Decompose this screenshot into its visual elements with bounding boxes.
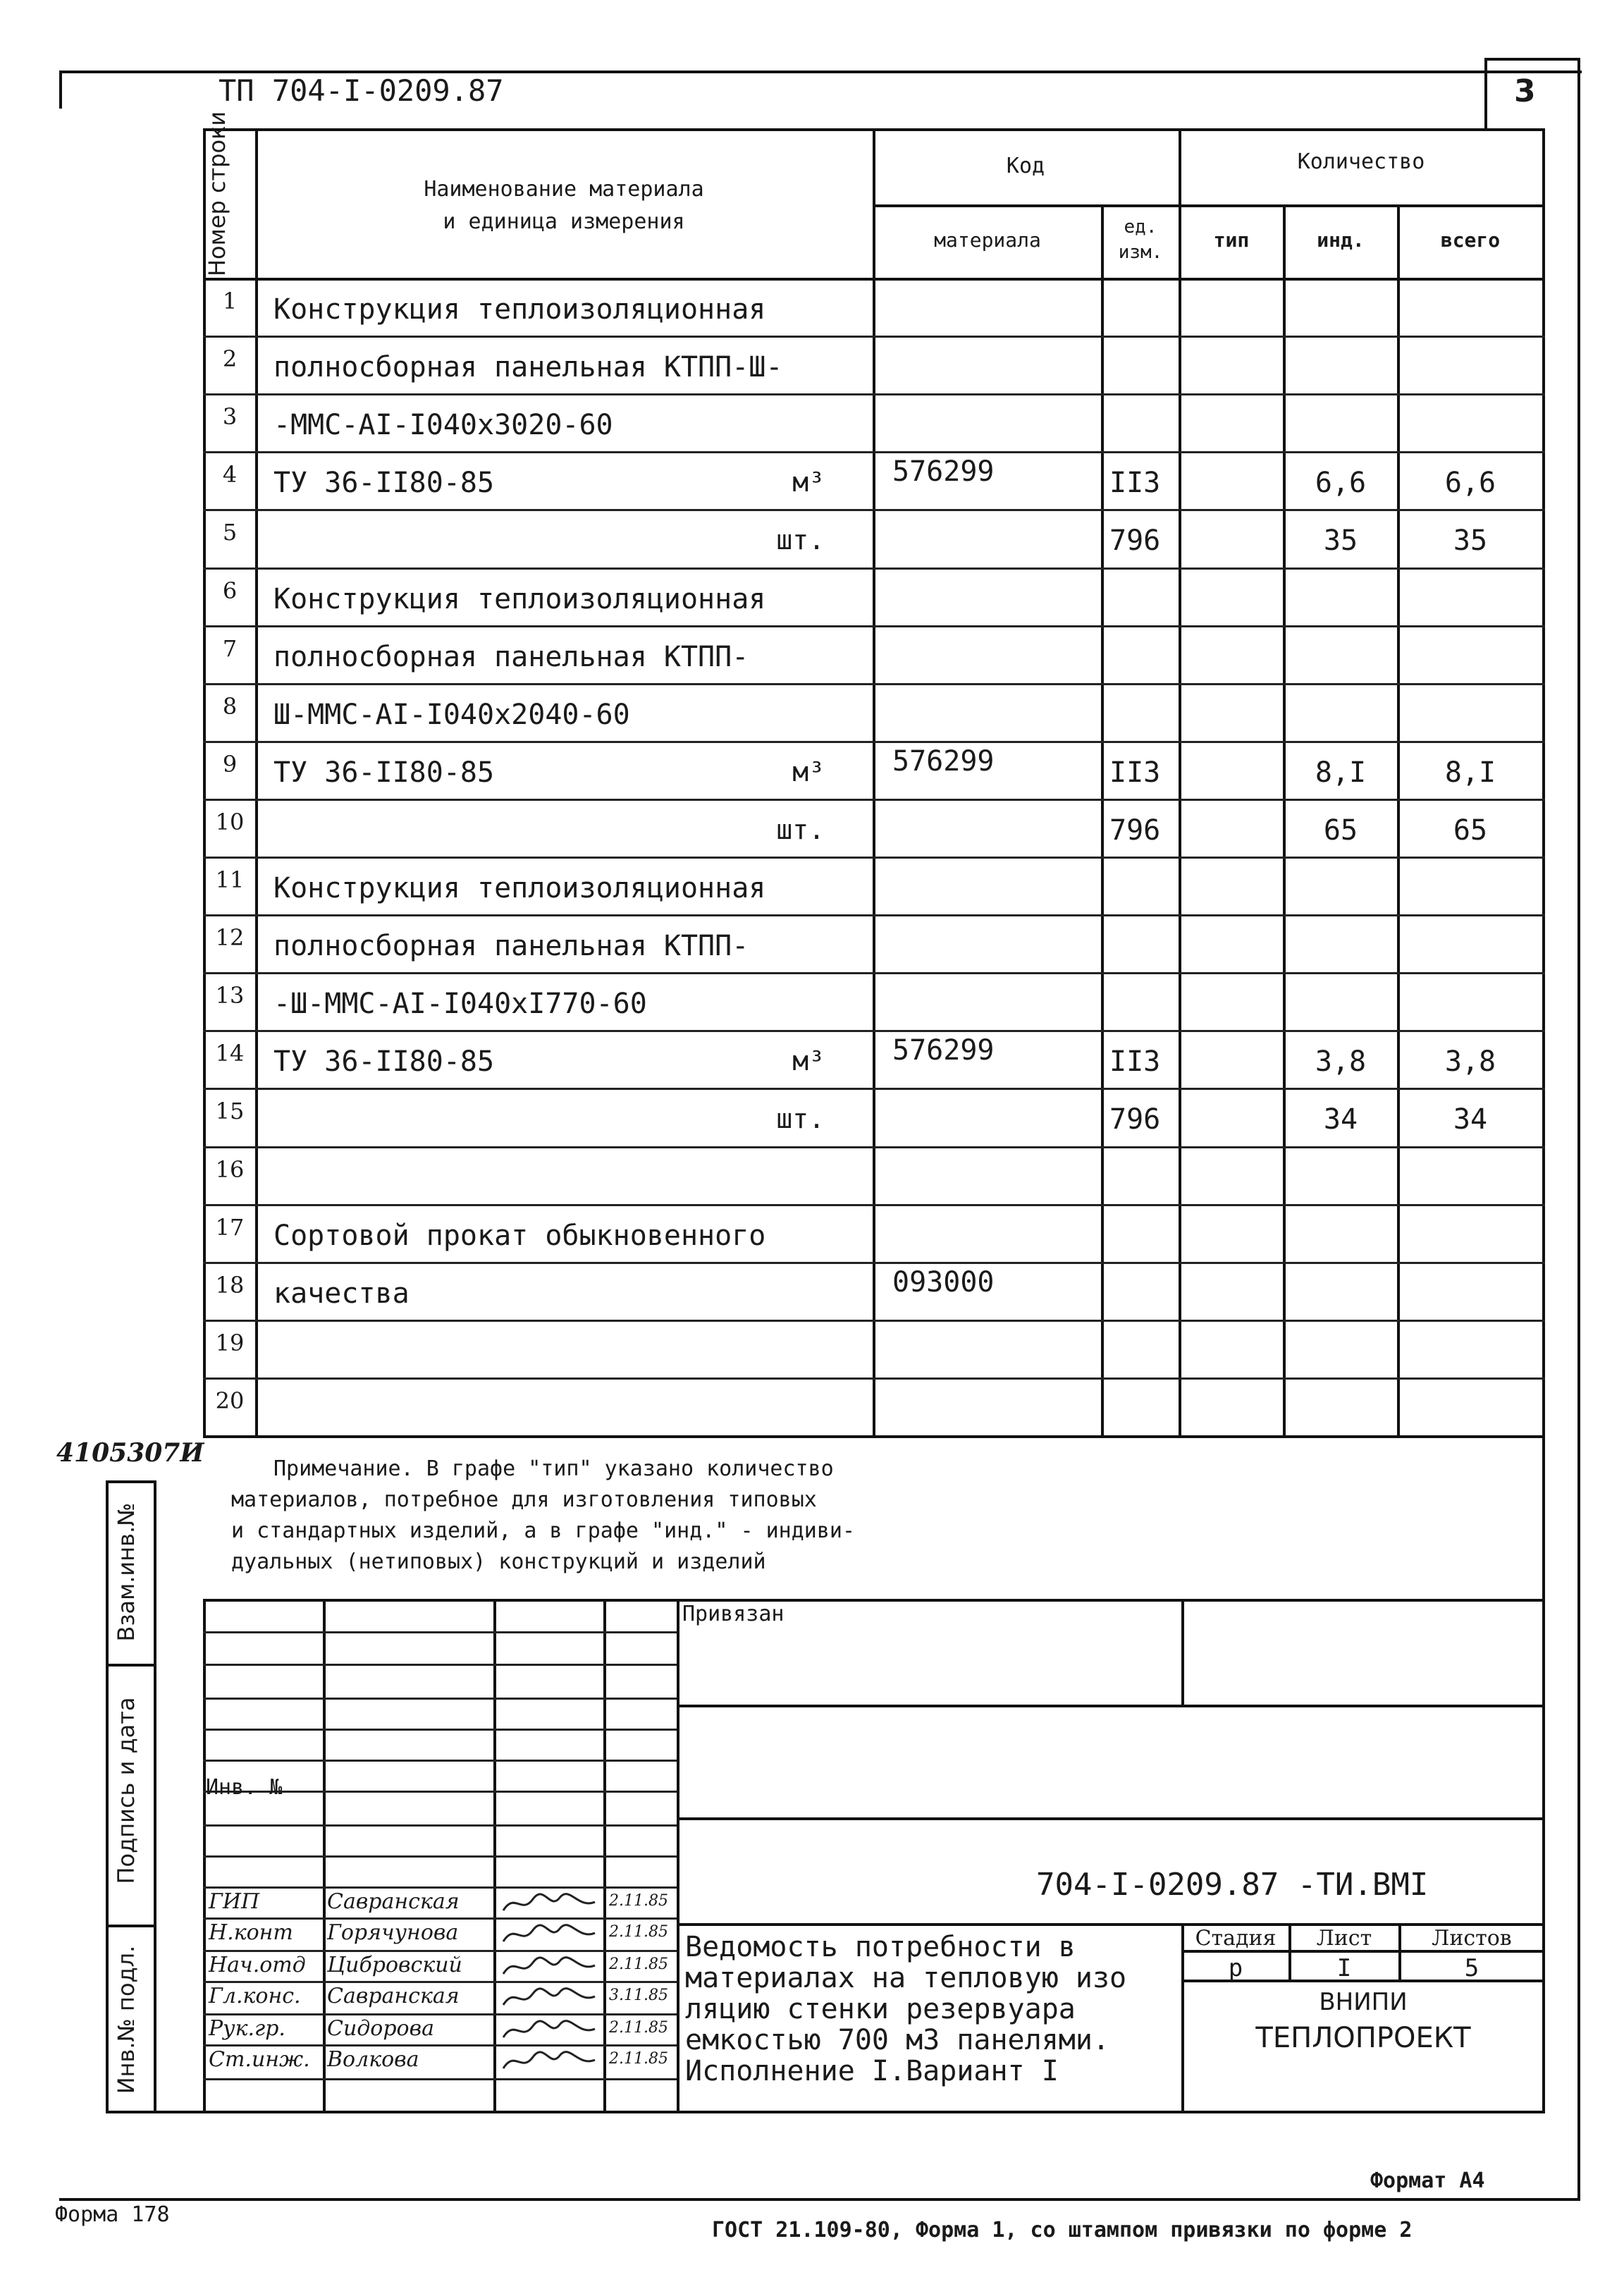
signer-role: Рук.гр. <box>209 2016 285 2041</box>
row-material-name: -Ш-ММС-AI-I040xI770-60 <box>273 988 647 1021</box>
header-name-line1: Наименование материала <box>424 177 704 202</box>
signature-scribble <box>500 1984 599 2012</box>
signer-role: Н.конт <box>209 1920 293 1945</box>
tb-privyazan-right <box>1181 1599 1184 1705</box>
row-divider <box>203 451 1545 453</box>
designation: 704-I-0209.87 -ТИ.ВМI <box>1036 1867 1429 1903</box>
note-line3: и стандартных изделий, а в графе "инд." - индиви- <box>231 1518 856 1543</box>
table-bottom <box>203 1435 1545 1438</box>
row-material-name: ТУ 36-II80-85 <box>273 467 495 500</box>
signature-scribble <box>500 2047 599 2075</box>
signer-name: Савранская <box>327 1889 460 1914</box>
row-divider <box>203 336 1545 338</box>
form-label: Форма 178 <box>55 2202 170 2227</box>
frame-bottom <box>59 2198 1579 2201</box>
side-stamp: 4105307И <box>56 1438 204 1468</box>
signer-role: Нач.отд <box>209 1953 306 1977</box>
row-divider <box>203 857 1545 859</box>
row-divider <box>203 1320 1545 1322</box>
sheet-label: Лист <box>1316 1926 1372 1951</box>
note-line2: материалов, потребное для изготовления типовых <box>231 1487 817 1512</box>
sheet-number: 3 <box>1514 73 1536 109</box>
signature-grid-line <box>203 2013 677 2015</box>
row-number: 5 <box>222 519 238 546</box>
label-inv-podl-text: Инв.№ подл. <box>113 1945 140 2094</box>
signer-name: Горячунова <box>327 1920 459 1945</box>
row-material-name: Ш-ММС-AI-I040x2040-60 <box>273 698 630 731</box>
signature-scribble <box>500 1920 599 1949</box>
row-number: 14 <box>215 1040 245 1067</box>
col-line-code <box>1101 204 1104 1438</box>
signer-role: Ст.инж. <box>209 2047 310 2072</box>
row-material-name: ТУ 36-II80-85 <box>273 756 495 789</box>
row-qty-ind: 34 <box>1323 1103 1358 1136</box>
row-material-name: ТУ 36-II80-85 <box>273 1045 495 1079</box>
tb-bottom <box>106 2111 1545 2113</box>
signer-name: Волкова <box>327 2047 419 2072</box>
row-number: 9 <box>222 750 238 778</box>
signer-name: Сидорова <box>327 2016 434 2041</box>
row-qty-ind: 65 <box>1323 814 1358 847</box>
label-inv-podl <box>113 1932 140 2108</box>
row-material-code: 093000 <box>892 1265 995 1299</box>
signature-grid-line <box>203 1981 677 1983</box>
signature-grid-line <box>203 1855 677 1858</box>
col-line-left <box>203 128 206 1438</box>
row-divider <box>203 393 1545 395</box>
row-material-name: Конструкция теплоизоляционная <box>273 872 766 904</box>
side-strip-div2 <box>106 1925 156 1927</box>
header-unit <box>1104 214 1177 265</box>
row-material-code: 576299 <box>892 744 995 778</box>
note-line1: Примечание. В графе "тип" указано количество <box>273 1456 834 1481</box>
row-material-name: Сортовой прокат обыкновенного <box>273 1219 766 1252</box>
row-divider <box>203 741 1545 743</box>
row-unit: шт. <box>776 814 825 845</box>
row-material-name: полносборная панельная КТПП-Ш- <box>273 351 783 384</box>
side-strip-left <box>106 1480 109 2113</box>
row-unit-code: 796 <box>1109 524 1161 558</box>
signer-date: 2.11.85 <box>609 1956 668 1973</box>
row-divider <box>203 799 1545 801</box>
row-qty-ind: 35 <box>1323 524 1358 558</box>
row-qty-total: 35 <box>1453 524 1488 558</box>
row-number: 6 <box>222 577 238 604</box>
signer-role: Гл.конс. <box>209 1984 301 2008</box>
signature-grid-line <box>203 2044 677 2046</box>
row-unit-code: 796 <box>1109 1103 1161 1136</box>
header-row-number <box>204 111 230 276</box>
signer-name: Савранская <box>327 1984 460 2008</box>
row-divider <box>203 972 1545 974</box>
stage-value: р <box>1228 1954 1243 1982</box>
org-line1: ВНИПИ <box>1319 1988 1408 2016</box>
row-number: 19 <box>215 1329 245 1356</box>
col-line-name <box>873 128 875 1438</box>
header-code-material: материала <box>934 228 1041 252</box>
signature-grid-line <box>203 1698 677 1700</box>
doc-title-line1: Ведомость потребности в <box>685 1931 1076 1963</box>
privyazan: Привязан <box>682 1602 785 1626</box>
signer-date: 2.11.85 <box>609 1892 668 1910</box>
side-strip-right <box>154 1480 156 2113</box>
row-unit-code: II3 <box>1109 467 1161 500</box>
frame-left-top <box>59 70 62 109</box>
row-number: 18 <box>215 1271 245 1299</box>
header-qty-type: тип <box>1213 228 1250 252</box>
label-vzam <box>113 1487 140 1657</box>
signature-grid-line <box>203 1824 677 1827</box>
signature-grid-line <box>203 1950 677 1952</box>
label-vzam-text: Взам.инв.№ <box>113 1502 140 1642</box>
signer-role: ГИП <box>209 1889 260 1914</box>
row-divider <box>203 567 1545 570</box>
doc-title-line2: материалах на тепловую изо <box>685 1962 1127 1994</box>
signature-scribble <box>500 2016 599 2044</box>
signature-grid-line <box>203 1664 677 1666</box>
row-qty-total: 6,6 <box>1444 467 1496 500</box>
row-unit: м³ <box>792 756 825 787</box>
row-divider <box>203 1262 1545 1264</box>
stage-label: Стадия <box>1195 1926 1277 1951</box>
sheet-value: I <box>1336 1954 1352 1982</box>
gost-label: ГОСТ 21.109-80, Форма 1, со штампом привязки по форме 2 <box>712 2218 1413 2242</box>
row-number: 10 <box>215 808 245 835</box>
signer-name: Цибровский <box>327 1953 462 1977</box>
row-unit: м³ <box>792 467 825 498</box>
row-material-code: 576299 <box>892 1034 995 1067</box>
sheets-value: 5 <box>1464 1954 1480 1982</box>
row-number: 15 <box>215 1098 245 1125</box>
row-divider <box>203 1146 1545 1148</box>
row-material-name: Конструкция теплоизоляционная <box>273 582 766 615</box>
tb-col4 <box>677 1599 679 2113</box>
frame-right <box>1577 58 1580 2201</box>
doc-code: ТП 704-I-0209.87 <box>219 73 504 108</box>
signature-scribble <box>500 1889 599 1917</box>
row-number: 12 <box>215 924 245 952</box>
row-divider <box>203 1204 1545 1206</box>
row-unit-code: II3 <box>1109 756 1161 789</box>
org-line2: ТЕПЛОПРОЕКТ <box>1255 2022 1471 2054</box>
row-unit: м³ <box>792 1045 825 1077</box>
header-code: Код <box>1006 154 1045 178</box>
row-material-code: 576299 <box>892 455 995 489</box>
title-right-border <box>1542 1435 1545 2113</box>
header-mid-line <box>873 204 1542 207</box>
row-number: 3 <box>222 403 238 431</box>
row-qty-ind: 6,6 <box>1315 467 1367 500</box>
col-line-unit <box>1179 128 1181 1438</box>
sheet-box-top <box>1484 58 1580 61</box>
row-qty-ind: 8,I <box>1315 756 1367 789</box>
row-divider <box>203 683 1545 685</box>
signer-date: 2.11.85 <box>609 2019 668 2037</box>
header-name-line2: и единица измерения <box>443 209 685 234</box>
sheet-box-left <box>1484 58 1487 128</box>
row-number: 20 <box>215 1387 245 1414</box>
row-material-name: полносборная панельная КТПП- <box>273 640 749 673</box>
inv-no: Инв. № <box>206 1775 283 1800</box>
row-divider <box>203 1377 1545 1380</box>
note-line4: дуальных (нетиповых) конструкций и изделий <box>231 1549 766 1574</box>
row-unit-code: 796 <box>1109 814 1161 847</box>
signature-grid-line <box>203 1886 677 1889</box>
row-qty-ind: 3,8 <box>1315 1045 1367 1079</box>
row-divider <box>203 625 1545 627</box>
sheets-label: Листов <box>1432 1926 1512 1951</box>
signature-grid-line <box>203 1631 677 1633</box>
row-qty-total: 3,8 <box>1444 1045 1496 1079</box>
format-label: Формат А4 <box>1370 2168 1485 2193</box>
row-material-name: -ММС-AI-I040x3020-60 <box>273 409 613 442</box>
signer-date: 2.11.85 <box>609 1923 668 1941</box>
row-number: 1 <box>222 288 238 314</box>
row-number: 17 <box>215 1213 245 1241</box>
row-number: 4 <box>222 461 238 489</box>
signature-grid-line <box>203 1729 677 1731</box>
row-material-name: Конструкция теплоизоляционная <box>273 293 766 326</box>
row-unit: шт. <box>776 1103 825 1135</box>
row-number: 7 <box>222 634 238 662</box>
signature-grid-line <box>203 1917 677 1920</box>
row-number: 8 <box>222 692 238 720</box>
header-name <box>258 173 870 238</box>
header-unit-line1: ед. <box>1124 216 1157 238</box>
doc-title-line5: Исполнение I.Вариант I <box>685 2055 1059 2087</box>
row-unit: шт. <box>776 524 825 556</box>
label-podpis <box>113 1664 140 1917</box>
doc-title <box>685 1932 1126 2087</box>
row-number: 13 <box>215 982 245 1010</box>
signature-grid-line <box>203 2078 677 2080</box>
row-material-name: полносборная панельная КТПП- <box>273 930 749 963</box>
signer-date: 3.11.85 <box>609 1987 668 2004</box>
doc-title-line3: ляцию стенки резервуара <box>685 1993 1076 2025</box>
row-number: 11 <box>215 866 245 893</box>
label-podpis-text: Подпись и дата <box>113 1697 140 1884</box>
tb-top <box>203 1599 1545 1602</box>
header-row-number-label: Номер строки <box>204 111 230 276</box>
row-material-name: качества <box>273 1277 410 1310</box>
signature-grid-line <box>203 1760 677 1762</box>
header-qty-total: всего <box>1440 228 1501 252</box>
row-divider <box>203 509 1545 511</box>
row-divider <box>203 1088 1545 1090</box>
col-line-num <box>255 128 258 1438</box>
signer-date: 2.11.85 <box>609 2050 668 2068</box>
signature-scribble <box>500 1953 599 1981</box>
tb-privyazan-bottom <box>677 1705 1545 1707</box>
row-divider <box>203 914 1545 916</box>
col-line-right <box>1542 128 1545 1438</box>
tb-designation-top <box>677 1817 1545 1820</box>
doc-title-line4: емкостью 700 м3 панелями. <box>685 2024 1110 2056</box>
row-unit-code: II3 <box>1109 1045 1161 1079</box>
header-qty-ind: инд. <box>1317 228 1365 252</box>
row-divider <box>203 1030 1545 1032</box>
row-number: 16 <box>215 1155 245 1183</box>
header-unit-line2: изм. <box>1118 242 1163 263</box>
header-quantity: Количество <box>1297 149 1425 174</box>
side-strip-top <box>106 1480 156 1483</box>
row-qty-total: 8,I <box>1444 756 1496 789</box>
row-number: 2 <box>222 345 238 373</box>
row-qty-total: 65 <box>1453 814 1488 847</box>
note <box>231 1454 855 1578</box>
row-qty-total: 34 <box>1453 1103 1488 1136</box>
